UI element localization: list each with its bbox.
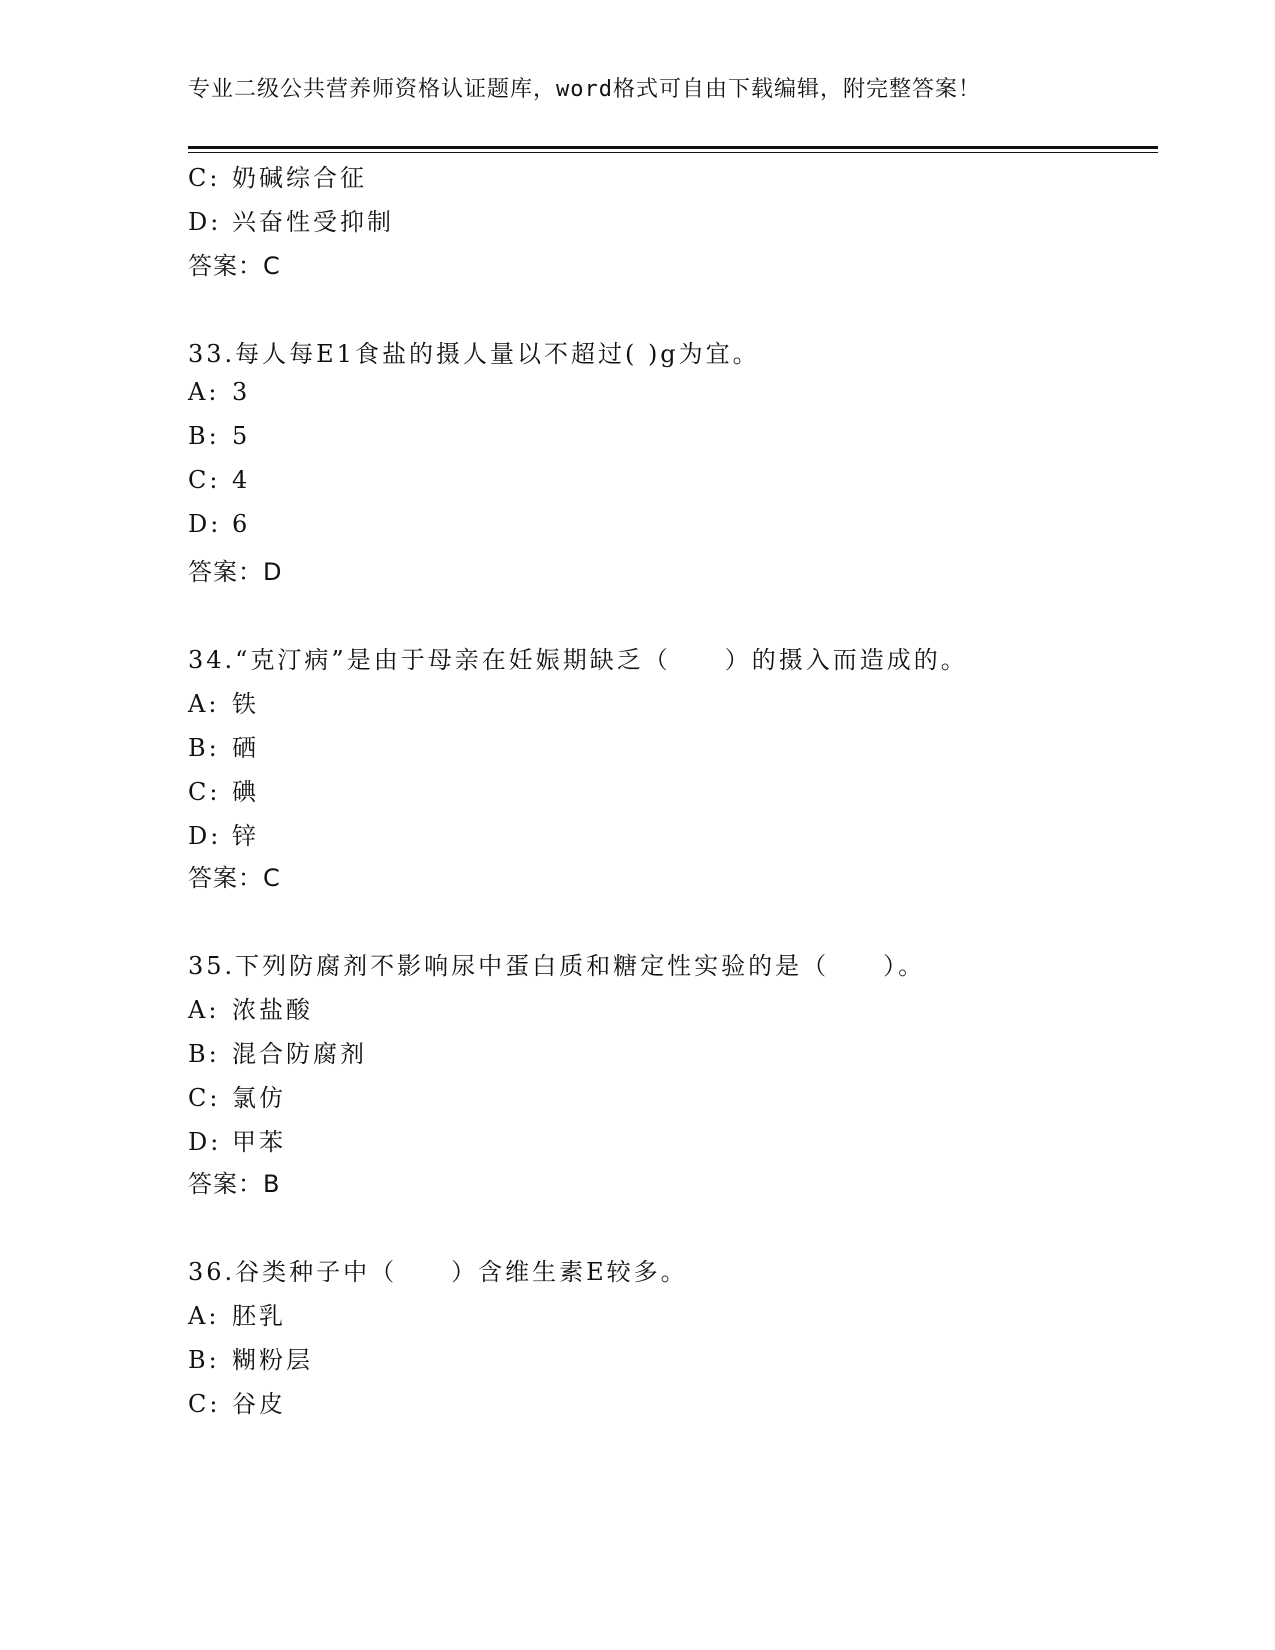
q33-option-d: D: 6 — [188, 510, 251, 538]
q36-option-c: C: 谷皮 — [188, 1390, 286, 1418]
q33-answer: 答案：D — [188, 558, 283, 586]
q35-option-c: C: 氯仿 — [188, 1084, 286, 1112]
q33-stem: 33.每人每E1食盐的摄人量以不超过( )g为宜。 — [188, 340, 760, 368]
header-rule-thick — [188, 146, 1158, 149]
header-rule-thin — [188, 152, 1158, 153]
q34-option-b: B: 硒 — [188, 734, 259, 762]
q35-answer: 答案：B — [188, 1170, 281, 1198]
q34-answer: 答案：C — [188, 864, 281, 892]
q33-option-c: C: 4 — [188, 466, 251, 494]
q33-option-a: A: 3 — [188, 378, 251, 406]
q32-option-c: C: 奶碱综合征 — [188, 164, 367, 192]
q32-option-d: D: 兴奋性受抑制 — [188, 208, 394, 236]
q32-answer: 答案：C — [188, 252, 281, 280]
q35-option-b: B: 混合防腐剂 — [188, 1040, 367, 1068]
q35-option-a: A: 浓盐酸 — [188, 996, 313, 1024]
page-header: 专业二级公共营养师资格认证题库，word格式可自由下载编辑，附完整答案！ — [188, 77, 981, 102]
q34-option-d: D: 锌 — [188, 822, 259, 850]
q34-stem: 34.“克汀病”是由于母亲在妊娠期缺乏（ ）的摄入而造成的。 — [188, 646, 968, 674]
q34-option-a: A: 铁 — [188, 690, 259, 718]
q35-option-d: D: 甲苯 — [188, 1128, 286, 1156]
q34-option-c: C: 碘 — [188, 778, 259, 806]
q35-stem: 35.下列防腐剂不影响尿中蛋白质和糖定性实验的是（ ）。 — [188, 952, 926, 980]
q36-option-a: A: 胚乳 — [188, 1302, 286, 1330]
q33-option-b: B: 5 — [188, 422, 251, 450]
q36-stem: 36.谷类种子中（ ）含维生素E较多。 — [188, 1258, 688, 1286]
q36-option-b: B: 糊粉层 — [188, 1346, 313, 1374]
